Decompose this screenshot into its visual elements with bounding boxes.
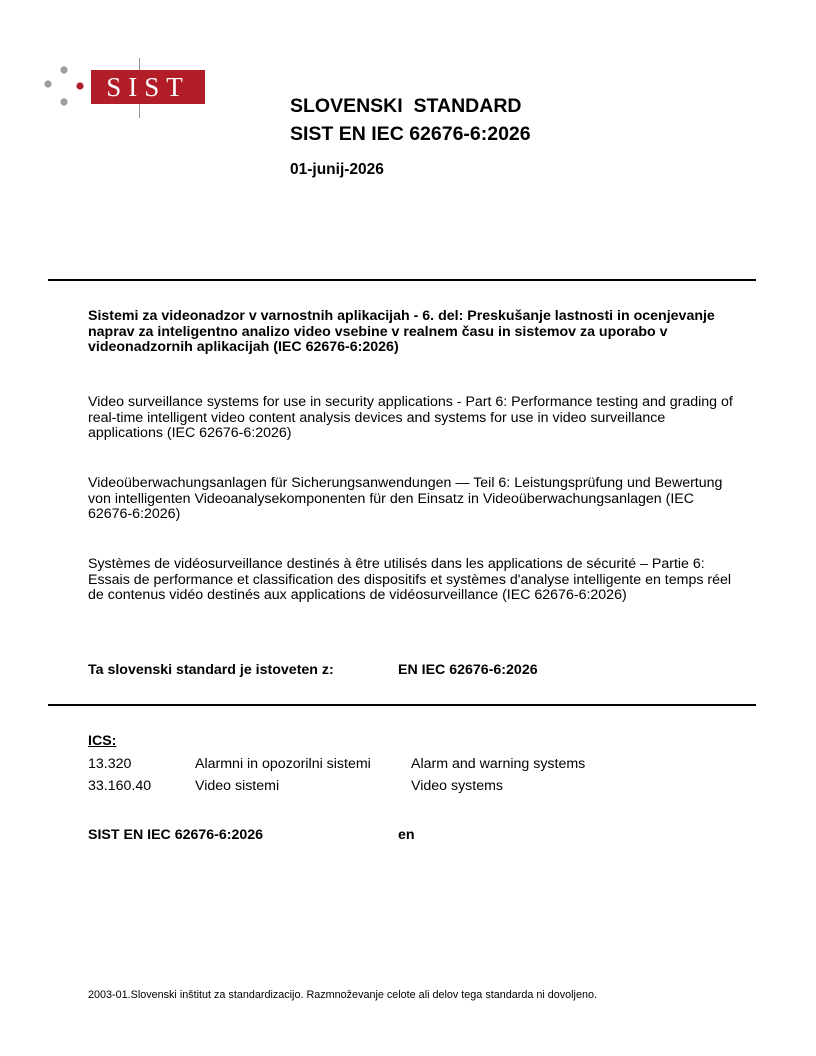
ics-label: ICS: bbox=[88, 733, 117, 749]
ics-row bbox=[88, 778, 728, 798]
ics-description-en: Alarm and warning systems bbox=[411, 756, 586, 772]
footer-standard-code: SIST EN IEC 62676-6:2026 bbox=[88, 827, 264, 843]
copyright-notice: 2003-01.Slovenski inštitut za standardizacijo. Razmnoževanje celote ali delov tega standarda ni dovoljeno. bbox=[88, 989, 597, 1001]
standard-label: SLOVENSKI STANDARD bbox=[290, 95, 522, 117]
sist-logo-dots-icon bbox=[44, 64, 84, 110]
divider-top bbox=[48, 279, 756, 281]
publication-date: 01-junij-2026 bbox=[290, 161, 384, 178]
ics-row bbox=[88, 756, 728, 776]
footer-language: en bbox=[398, 827, 415, 843]
sist-logo: SIST bbox=[91, 70, 205, 104]
standard-code: SIST EN IEC 62676-6:2026 bbox=[290, 123, 531, 145]
ics-description-sl: Alarmni in opozorilni sistemi bbox=[195, 756, 371, 772]
title-slovenian: Sistemi za videonadzor v varnostnih aplikacijah - 6. del: Preskušanje lastnosti in ocenjevanje naprav za inteligentno analizo video vsebine v realnem času in sistemov za uporabo v videonadzornih aplikacijah (IEC 62676-6:2026) bbox=[88, 308, 715, 355]
title-english: Video surveillance systems for use in security applications - Part 6: Performance testing and grading of real-time intelligent video content analysis devices and systems for use in video surveillance applications (IEC 62676-6:2026) bbox=[88, 394, 733, 441]
ics-code: 13.320 bbox=[88, 756, 132, 772]
title-german: Videoüberwachungsanlagen für Sicherungsanwendungen — Teil 6: Leistungsprüfung und Bewertung von intelligenten Videoanalysekomponenten für den Einsatz in Videoüberwachungsanlagen (IEC 62676-6:2026) bbox=[88, 475, 723, 522]
title-french: Systèmes de vidéosurveillance destinés à être utilisés dans les applications de sécurité – Partie 6: Essais de performance et classification des dispositifs et systèmes d'analyse intelligente en temps réel de contenus vidéo destinés aux applications de vidéosurveillance (IEC 62676-6:2026) bbox=[88, 556, 732, 603]
identical-value: EN IEC 62676-6:2026 bbox=[398, 662, 538, 678]
ics-description-en: Video systems bbox=[411, 778, 503, 794]
divider-bottom bbox=[48, 704, 756, 706]
identical-label: Ta slovenski standard je istoveten z: bbox=[88, 662, 334, 678]
ics-description-sl: Video sistemi bbox=[195, 778, 280, 794]
ics-code: 33.160.40 bbox=[88, 778, 152, 794]
